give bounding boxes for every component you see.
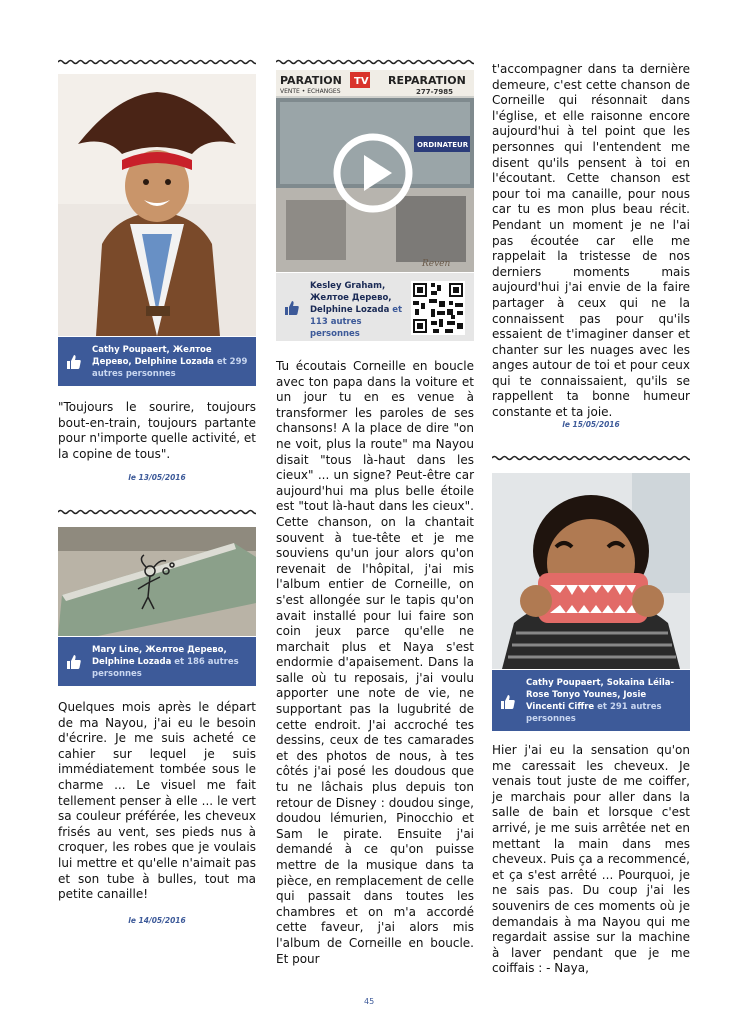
qr-code-icon[interactable] [411,281,465,335]
facebook-likes-caption [58,637,256,686]
shop-sub-left: VENTE • ECHANGES [280,88,341,95]
caption-names[interactable]: Cathy Poupaert, Sokaina Léila-Rose Tonyo Younes, Josie Vincenti Ciffre [526,678,675,712]
wavy-divider [492,454,690,462]
shop-phone: 277-7985 [416,88,453,96]
facebook-likes-caption [492,670,690,731]
caption-likes[interactable]: et 299 autres personnes [92,357,248,379]
shop-reven: Reven [422,259,451,269]
wavy-divider [58,58,256,66]
facebook-likes-caption [276,273,474,341]
child-pirate-photo [58,74,256,336]
notebook-photo [58,527,256,636]
thumbs-up-icon [66,654,82,670]
post-text: Tu écoutais Corneille en boucle avec ton papa dans la voiture et un jour tu en es venue à transformer les paroles de ses chansons! A la place de dire "on ne voit, plus la route" ma Nayou disait "tous là-haut dans les cieux" ... un signe? Peut-être car aujourd'hui ma plus belle étoile est "tout là-haut dans les cieux". Cette chanson, on la chantait souvent à tue-tête et je me souviens qu'un jour alors qu'on revenait de l'hôpital, j'ai mis l'album entier de Corneille, on s'est allongée sur le tapis qu'on avait installé pour lui faire son coin jeux parce qu'elle ne marchait plus et Naya s'est endormie d'apaisement. Dans la salle où tu reposais, j'ai voulu apporter une note de vie, ne supportant pas la lugubrité de cette endroit. J'ai accroché tes dessins, ceux de tes camarades et des photos de nous, à tes côtés j'ai posé les doudous que tu ne lâchais plus depuis ton retour de Disney : doudou singe, doudou lémurien, Pinocchio et Sam le pirate. Ensuite j'ai demandé à ce qu'on puisse mettre de la musique dans ta pièce, en remplacement de celle qui passait dans toutes les chambres et on m'a accordé cette faveur, j'ai alors mis l'album de Corneille en boucle. Et pour [276,359,474,966]
video-thumbnail[interactable] [276,70,474,272]
post-text: "Toujours le sourire, toujours bout-en-train, toujours partante pour n'importe quelle activité, et la copine de tous". [58,400,256,461]
post-date: le 14/05/2016 [128,916,186,925]
wavy-divider [58,508,256,516]
caption-likes[interactable]: et 186 autres personnes [92,657,239,679]
thumbs-up-icon [66,354,82,370]
page-number: 45 [364,997,375,1006]
play-icon[interactable] [331,131,415,215]
thumbs-up-icon [500,694,516,710]
caption-likes[interactable]: et 113 autres personnes [310,305,403,339]
post-text: Hier j'ai eu la sensation qu'on me caressait les cheveux. Je venais tout juste de me coiffer, je marchais pour aller dans la salle de bain et lorsque c'est arrivé, je me suis arrêtée net en mettant la main dans mes cheveux. Puis ça a recommencé, et ça s'est arrêté ... Pourquoi, je ne sais pas. Du coup j'ai les souvenirs de ces moments où je demandais à ma Nayou qui me regardait assise sur la machine à laver pendant que je me coiffais : - Naya, [492,743,690,976]
shop-ordi: ORDINATEUR [417,141,469,149]
shop-sign-tv: TV [354,76,369,87]
post-date: le 13/05/2016 [128,473,186,482]
shop-sign-left: PARATION [280,74,342,87]
facebook-likes-caption [58,337,256,386]
wavy-divider [276,58,474,66]
caption-names[interactable]: Kesley Graham, Желтое Дерево, Delphine Lozada [310,281,392,315]
shop-sign-right: REPARATION [388,74,466,87]
thumbs-up-icon [284,300,300,316]
caption-likes[interactable]: et 291 autres personnes [526,702,662,724]
post-date: le 15/05/2016 [562,420,620,429]
post-text: Quelques mois après le départ de ma Nayou, j'ai eu le besoin d'écrire. Je me suis acheté ce cahier sur lequel je suis immédiatement tombée sous le charme ... Le visuel me fait tellement penser à elle ... le vert sa couleur préférée, les cheveux frisés au vent, ses pieds nus à croquer, les robes que je voulais lui mettre et qu'elle n'aimait pas et son tube à bulles, tout ma petite canaille! [58,700,256,902]
caption-names[interactable]: Cathy Poupaert, Желтое Дерево, Delphine Lozada [92,345,214,367]
child-vampire-teeth-photo [492,473,690,669]
caption-names[interactable]: Mary Line, Желтое Дерево, Delphine Lozada [92,645,227,667]
post-text-continued: t'accompagner dans ta dernière demeure, c'est cette chanson de Corneille qui résonnait dans l'église, et elle raisonne encore aujourd'hui à tel point que les personnes qui l'entendent me disent qu'ils pensent à toi en l'écoutant. Cette chanson est pour toi ma canaille, pour nous car tu es mon plus beau récit. Pendant un moment je ne l'ai pas écoutée car elle me rappelait la tristesse de nos derniers moments mais aujourd'hui j'ai envie de la faire partager à ceux qui ne la connaissent pas pour qu'ils essaient de t'imaginer danser et chanter sur les nuages avec les anges autour de toi et pour ceux qui te connaissaient, qu'ils se rappellent ta bonne humeur constante et ta joie. [492,62,690,420]
